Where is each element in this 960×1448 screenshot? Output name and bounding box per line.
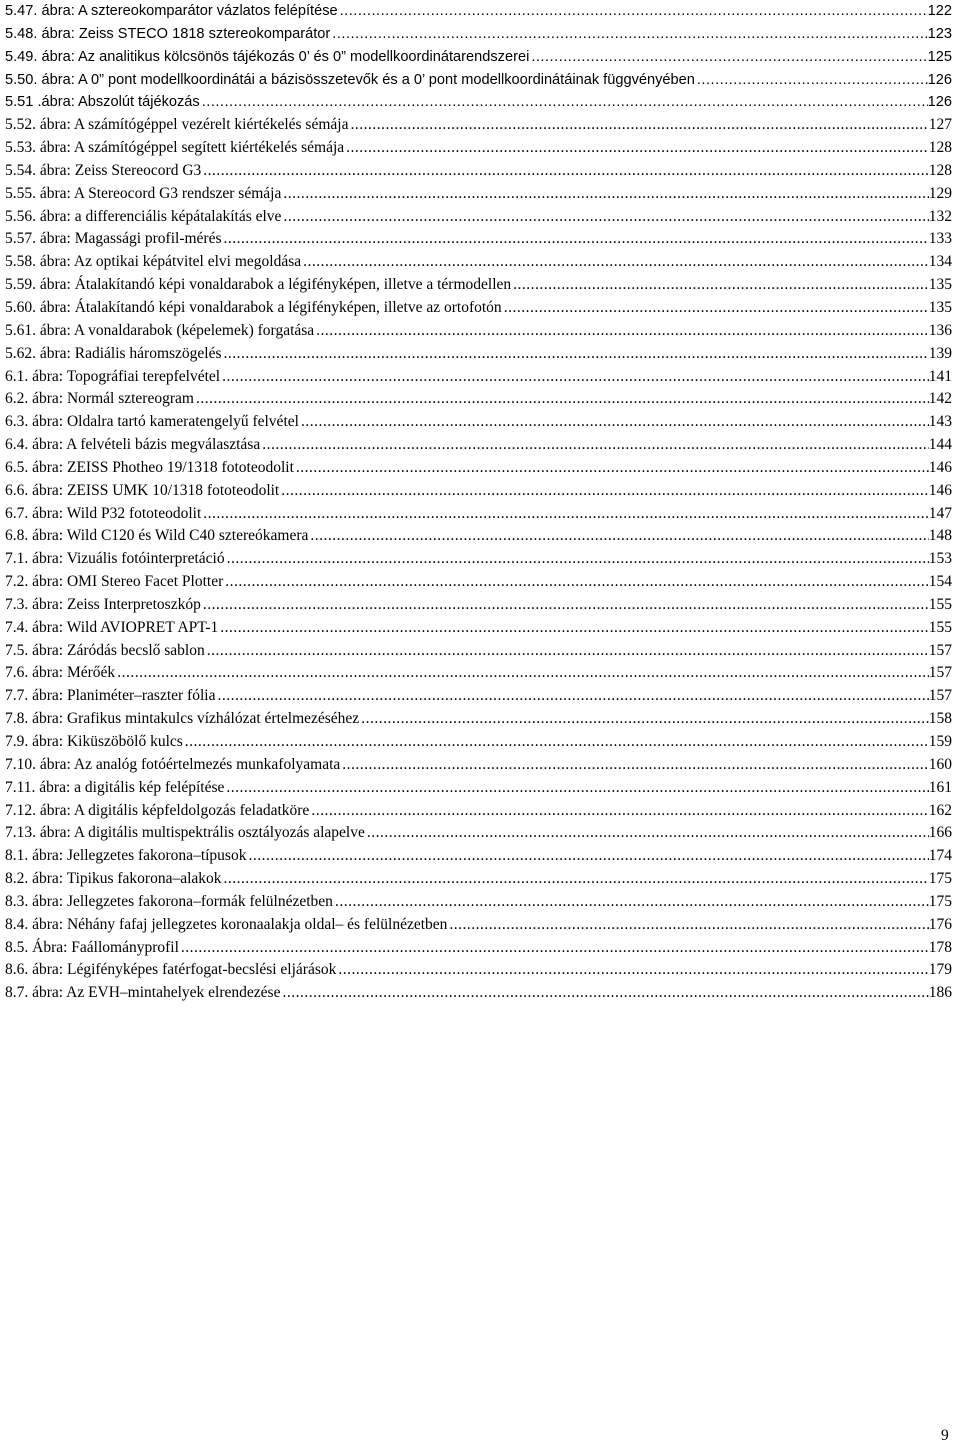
toc-entry[interactable]	[5, 662, 952, 685]
dot-leader	[365, 822, 929, 845]
dot-leader	[222, 343, 929, 366]
toc-entry-title: 8.3. ábra: Jellegzetes fakorona–formák felülnézetben	[5, 892, 333, 910]
dot-leader	[225, 548, 929, 571]
toc-entry[interactable]	[5, 845, 952, 868]
toc-entry-title: 7.9. ábra: Kiküszöbölő kulcs	[5, 733, 183, 750]
toc-entry-page: 155	[928, 618, 952, 636]
toc-entry-title: 7.7. ábra: Planiméter–raszter fólia	[5, 687, 216, 705]
toc-entry[interactable]	[5, 868, 952, 891]
toc-entry-title: 7.5. ábra: Záródás becslő sablon	[5, 641, 205, 659]
dot-leader	[359, 708, 929, 731]
toc-entry-page: 160	[928, 755, 952, 773]
toc-entry-title: 6.2. ábra: Normál sztereogram	[5, 390, 194, 408]
toc-entry[interactable]	[5, 411, 952, 434]
toc-entry[interactable]	[5, 366, 952, 389]
dot-leader	[200, 91, 928, 114]
toc-entry[interactable]	[5, 137, 952, 160]
toc-entry[interactable]	[5, 891, 952, 914]
dot-leader	[183, 731, 929, 754]
toc-entry-title: 8.7. ábra: Az EVH–mintahelyek elrendezése	[5, 984, 281, 1002]
toc-entry-title: 7.8. ábra: Grafikus mintakulcs vízhálózat értelmezéséhez	[5, 710, 360, 728]
toc-entry-page: 157	[928, 664, 952, 682]
toc-entry-page: 157	[928, 687, 952, 705]
toc-entry[interactable]	[5, 685, 952, 708]
dot-leader	[179, 937, 929, 960]
toc-entry-title: 5.47. ábra: A sztereokomparátor vázlatos felépítése	[5, 3, 338, 19]
toc-entry-title: 5.54. ábra: Zeiss Stereocord G3	[5, 161, 202, 179]
toc-entry-title: 7.2. ábra: OMI Stereo Facet Plotter	[5, 573, 224, 591]
dot-leader	[115, 662, 929, 685]
toc-entry[interactable]	[5, 160, 952, 183]
toc-entry-page: 178	[928, 938, 952, 956]
toc-entry[interactable]	[5, 480, 952, 503]
toc-entry-title: 7.12. ábra: A digitális képfeldolgozás feladatköre	[5, 801, 310, 819]
toc-entry-title: 5.57. ábra: Magassági profil-mérés	[5, 230, 222, 248]
toc-entry-title: 6.3. ábra: Oldalra tartó kameratengelyű felvétel	[5, 413, 299, 431]
dot-leader	[194, 388, 929, 411]
toc-entry[interactable]	[5, 114, 952, 137]
dot-leader	[309, 800, 928, 823]
toc-entry-page: 143	[928, 413, 952, 431]
toc-entry-page: 122	[927, 3, 952, 19]
toc-entry-title: 7.1. ábra: Vizuális fotóinterpretáció	[5, 550, 225, 568]
toc-entry[interactable]	[5, 388, 952, 411]
dot-leader	[220, 366, 929, 389]
toc-entry-title: 5.51 .ábra: Abszolút tájékozás	[5, 94, 200, 111]
toc-entry-page: 175	[928, 870, 952, 888]
toc-entry-page: 161	[928, 778, 952, 796]
toc-entry[interactable]	[5, 822, 952, 845]
toc-entry-page: 162	[928, 801, 952, 819]
toc-entry[interactable]	[5, 297, 952, 320]
dot-leader	[222, 228, 929, 251]
dot-leader	[281, 183, 928, 206]
dot-leader	[330, 23, 927, 46]
toc-entry-page: 155	[928, 595, 952, 613]
toc-entry-title: 6.8. ábra: Wild C120 és Wild C40 sztereókamera	[5, 527, 309, 545]
toc-entry[interactable]	[5, 0, 952, 23]
toc-entry[interactable]	[5, 937, 952, 960]
dot-leader	[695, 69, 928, 92]
dot-leader	[281, 206, 928, 229]
toc-entry-title: 5.48. ábra: Zeiss STECO 1818 sztereokomparátor	[5, 25, 331, 42]
toc-entry-title: 7.4. ábra: Wild AVIOPRET APT-1	[5, 618, 219, 636]
dot-leader	[223, 571, 929, 594]
toc-entry-page: 126	[927, 94, 952, 111]
dot-leader	[280, 982, 928, 1005]
toc-entry-title: 5.55. ábra: A Stereocord G3 rendszer sémája	[5, 184, 282, 202]
toc-entry-title: 8.6. ábra: Légifényképes fatérfogat-becslési eljárások	[5, 961, 337, 979]
toc-entry[interactable]	[5, 343, 952, 366]
toc-entry-page: 135	[928, 276, 952, 294]
toc-entry-title: 7.13. ábra: A digitális multispektrális osztályozás alapelve	[5, 824, 365, 842]
toc-entry-page: 154	[928, 573, 952, 591]
toc-entry[interactable]	[5, 777, 952, 800]
toc-entry-page: 129	[928, 184, 952, 202]
toc-entry-page: 174	[928, 847, 952, 865]
toc-entry-page: 127	[928, 116, 952, 134]
dot-leader	[201, 503, 928, 526]
toc-entry[interactable]	[5, 982, 952, 1005]
toc-entry-page: 146	[928, 458, 952, 476]
toc-entry[interactable]	[5, 23, 952, 46]
dot-leader	[301, 251, 929, 274]
toc-entry-title: 5.61. ábra: A vonaldarabok (képelemek) forgatása	[5, 321, 315, 339]
dot-leader	[447, 914, 928, 937]
toc-entry-title: 6.1. ábra: Topográfiai terepfelvétel	[5, 367, 221, 385]
toc-entry-page: 147	[928, 504, 952, 522]
toc-entry-page: 135	[928, 298, 952, 316]
toc-entry[interactable]	[5, 503, 952, 526]
dot-leader	[336, 959, 928, 982]
toc-entry-title: 6.4. ábra: A felvételi bázis megválasztása	[5, 436, 261, 454]
dot-leader	[205, 640, 929, 663]
toc-entry[interactable]	[5, 46, 952, 69]
toc-entry-page: 157	[928, 641, 952, 659]
toc-entry-page: 146	[928, 481, 952, 499]
dot-leader	[338, 0, 928, 23]
dot-leader	[201, 160, 928, 183]
toc-entry[interactable]	[5, 183, 952, 206]
toc-entry-page: 158	[928, 710, 952, 728]
toc-entry-title: 8.5. Ábra: Faállományprofil	[5, 938, 179, 956]
toc-entry[interactable]	[5, 320, 952, 343]
toc-entry-page: 166	[928, 824, 952, 842]
toc-entry-title: 5.62. ábra: Radiális háromszögelés	[5, 344, 222, 362]
toc-entry[interactable]	[5, 959, 952, 982]
toc-entry-title: 6.7. ábra: Wild P32 fototeodolit	[5, 504, 202, 522]
page-number: 9	[941, 1427, 949, 1444]
dot-leader	[340, 754, 928, 777]
toc-entry[interactable]	[5, 274, 952, 297]
toc-entry[interactable]	[5, 434, 952, 457]
toc-entry-page: 186	[928, 984, 952, 1002]
toc-entry[interactable]	[5, 800, 952, 823]
dot-leader	[215, 685, 928, 708]
toc-entry[interactable]	[5, 914, 952, 937]
toc-entry-page: 126	[927, 71, 952, 88]
toc-entry-page: 141	[928, 367, 952, 385]
toc-entry[interactable]	[5, 617, 952, 640]
toc-entry-page: 128	[928, 161, 952, 179]
dot-leader	[246, 845, 928, 868]
toc-entry[interactable]	[5, 91, 952, 114]
toc-entry[interactable]	[5, 640, 952, 663]
toc-entry-page: 159	[928, 733, 952, 750]
toc-entry-title: 5.60. ábra: Átalakítandó képi vonaldarabok a légifényképen, illetve az ortofotón	[5, 298, 502, 316]
dot-leader	[218, 617, 929, 640]
toc-entry-title: 5.53. ábra: A számítógéppel segített kiértékelés sémája	[5, 139, 345, 157]
dot-leader	[308, 525, 928, 548]
toc-entry[interactable]	[5, 571, 952, 594]
toc-entry-title: 8.2. ábra: Tipikus fakorona–alakok	[5, 870, 222, 888]
toc-entry[interactable]	[5, 251, 952, 274]
dot-leader	[333, 891, 929, 914]
toc-entry-page: 128	[928, 139, 952, 157]
toc-entry-page: 142	[928, 390, 952, 408]
toc-entry-page: 176	[928, 915, 952, 933]
toc-entry-page: 153	[928, 550, 952, 568]
toc-entry-title: 6.5. ábra: ZEISS Photheo 19/1318 fototeodolit	[5, 458, 294, 476]
toc-entry-title: 7.10. ábra: Az analóg fotóértelmezés munkafolyamata	[5, 755, 341, 773]
toc-entry[interactable]	[5, 708, 952, 731]
toc-entry-page: 179	[928, 961, 952, 979]
dot-leader	[299, 411, 929, 434]
toc-entry-page: 134	[928, 253, 952, 271]
toc-entry-title: 8.4. ábra: Néhány fafaj jellegzetes koronaalakja oldal– és felülnézetben	[5, 915, 448, 933]
toc-entry-title: 5.52. ábra: A számítógéppel vezérelt kiértékelés sémája	[5, 116, 349, 134]
toc-entry-page: 144	[928, 436, 952, 454]
list-of-figures	[5, 0, 952, 1005]
toc-entry-title: 5.49. ábra: Az analitikus kölcsönös tájékozás 0’ és 0” modellkoordinátarendszerei	[5, 48, 530, 65]
toc-entry-title: 5.56. ábra: a differenciális képátalakítás elve	[5, 207, 282, 225]
toc-entry-page: 123	[927, 25, 952, 42]
toc-entry-page: 175	[928, 892, 952, 910]
dot-leader	[529, 46, 927, 69]
toc-entry[interactable]	[5, 69, 952, 92]
toc-entry[interactable]	[5, 457, 952, 480]
toc-entry-title: 5.50. ábra: A 0” pont modellkoordinátái a bázisösszetevők és a 0’ pont modellkoordinátáinak függvényében	[5, 71, 695, 88]
toc-entry[interactable]	[5, 594, 952, 617]
toc-entry[interactable]	[5, 525, 952, 548]
toc-entry[interactable]	[5, 548, 952, 571]
toc-entry-title: 7.6. ábra: Mérőék	[5, 664, 116, 682]
toc-entry-page: 148	[928, 527, 952, 545]
toc-entry-page: 132	[928, 207, 952, 225]
dot-leader	[294, 457, 929, 480]
toc-entry[interactable]	[5, 731, 952, 754]
dot-leader	[511, 274, 929, 297]
dot-leader	[201, 594, 929, 617]
toc-entry-title: 6.6. ábra: ZEISS UMK 10/1318 fototeodolit	[5, 481, 280, 499]
toc-entry-page: 125	[927, 48, 952, 65]
dot-leader	[314, 320, 929, 343]
toc-entry-title: 7.3. ábra: Zeiss Interpretoszkóp	[5, 595, 201, 613]
toc-entry[interactable]	[5, 228, 952, 251]
dot-leader	[502, 297, 929, 320]
toc-entry-page: 139	[928, 344, 952, 362]
dot-leader	[224, 777, 928, 800]
toc-entry-title: 8.1. ábra: Jellegzetes fakorona–típusok	[5, 847, 247, 865]
toc-entry[interactable]	[5, 754, 952, 777]
toc-entry-title: 5.59. ábra: Átalakítandó képi vonaldarabok a légifényképen, illetve a térmodellen	[5, 276, 512, 294]
dot-leader	[279, 480, 929, 503]
toc-entry[interactable]	[5, 206, 952, 229]
dot-leader	[344, 137, 929, 160]
dot-leader	[260, 434, 929, 457]
toc-entry-title: 5.58. ábra: Az optikai képátvitel elvi megoldása	[5, 253, 302, 271]
toc-entry-title: 7.11. ábra: a digitális kép felépítése	[5, 778, 225, 796]
dot-leader	[222, 868, 929, 891]
toc-entry-page: 133	[928, 230, 952, 248]
toc-entry-page: 136	[928, 321, 952, 339]
dot-leader	[348, 114, 928, 137]
